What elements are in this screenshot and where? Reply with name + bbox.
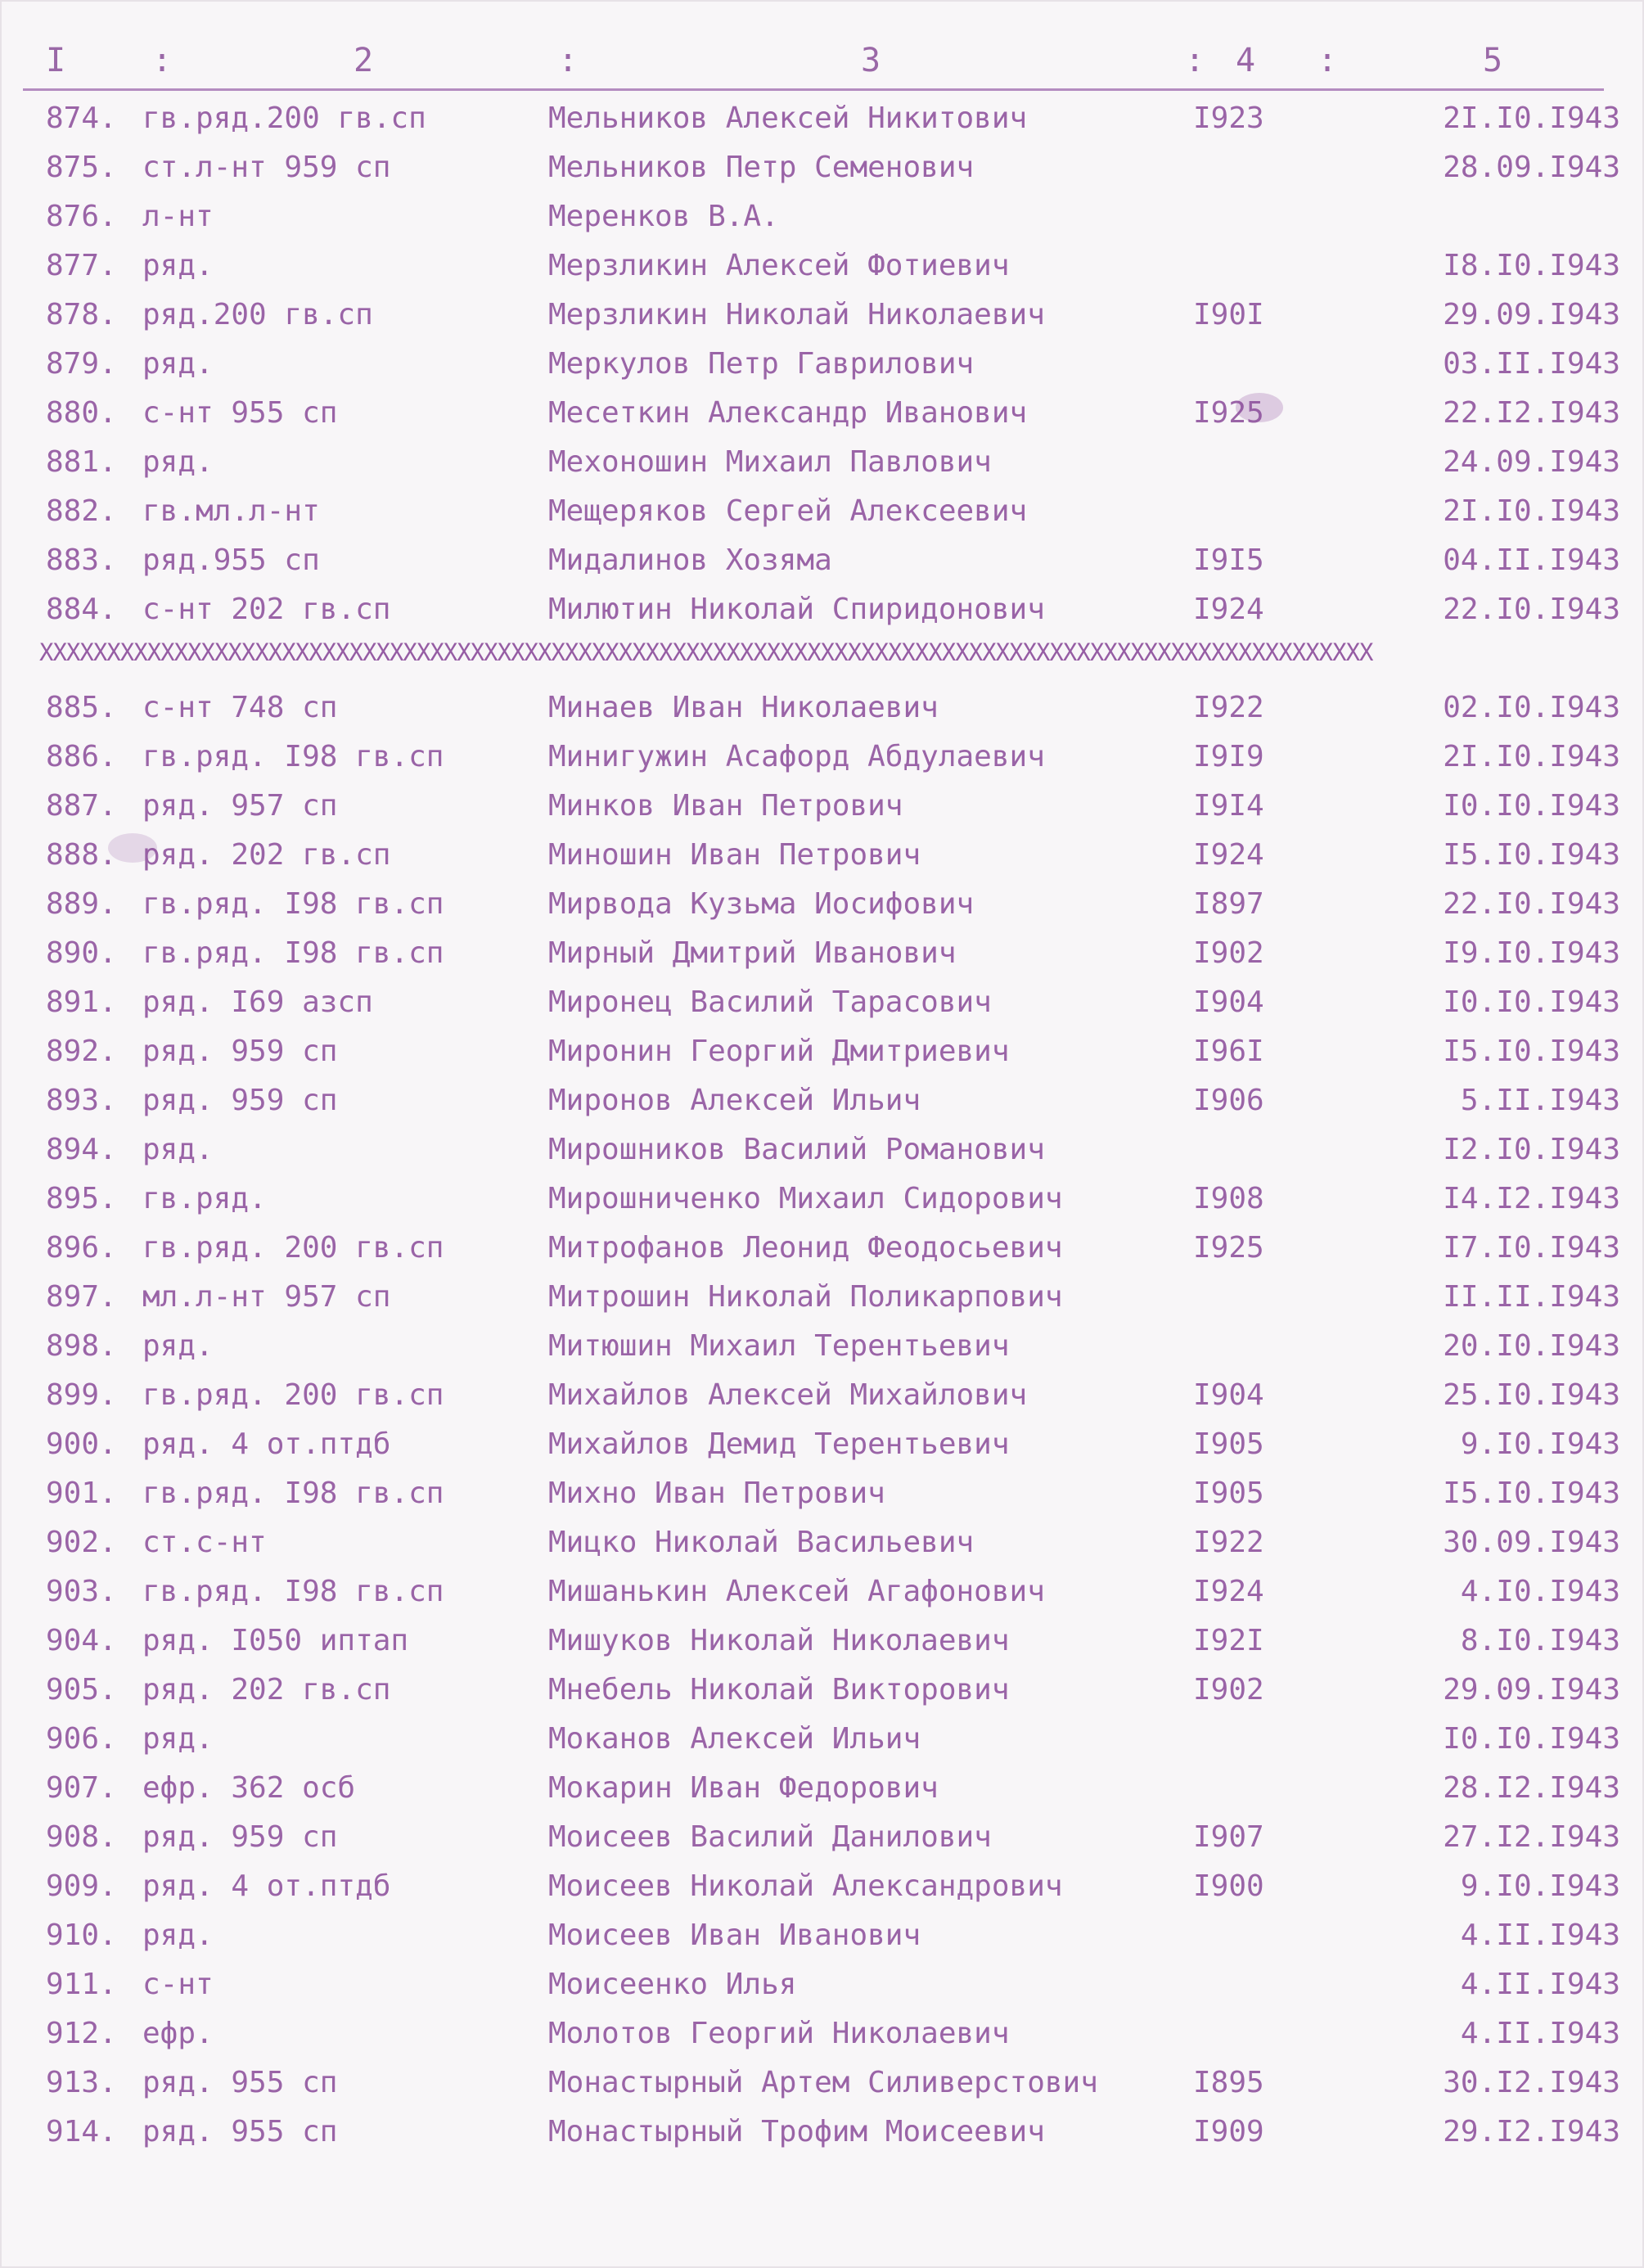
record-birth-year: I9I5 xyxy=(1193,543,1264,577)
record-number: 912. xyxy=(46,2017,117,2050)
record-date: 5.II.I943 xyxy=(1460,1084,1620,1117)
table-row xyxy=(0,340,1644,389)
record-full-name: Моканов Алексей Ильич xyxy=(548,1722,921,1756)
header-sep-2: : xyxy=(558,42,579,79)
record-full-name: Мирвода Кузьма Иосифович xyxy=(548,887,975,921)
table-row xyxy=(0,438,1644,487)
record-number: 898. xyxy=(46,1329,117,1363)
record-date: 20.I0.I943 xyxy=(1443,1329,1620,1363)
record-full-name: Мельников Петр Семенович xyxy=(548,151,975,184)
record-number: 879. xyxy=(46,347,117,381)
record-rank-unit: ряд. 959 сп xyxy=(142,1820,338,1854)
record-birth-year: I907 xyxy=(1193,1820,1264,1854)
table-row xyxy=(0,487,1644,536)
record-full-name: Минигужин Асафорд Абдулаевич xyxy=(548,740,1045,773)
record-number: 892. xyxy=(46,1035,117,1068)
header-sep-1: : xyxy=(152,42,173,79)
record-birth-year: I905 xyxy=(1193,1477,1264,1510)
table-row xyxy=(0,1764,1644,1813)
record-full-name: Милютин Николай Спиридонович xyxy=(548,593,1045,626)
record-date: 03.II.I943 xyxy=(1443,347,1620,381)
record-full-name: Мнебель Николай Викторович xyxy=(548,1673,1010,1707)
table-row xyxy=(0,2058,1644,2108)
record-full-name: Меркулов Петр Гаврилович xyxy=(548,347,975,381)
record-rank-unit: ряд. xyxy=(142,1133,214,1166)
record-rank-unit: ефр. 362 осб xyxy=(142,1771,356,1805)
table-row xyxy=(0,94,1644,143)
record-rank-unit: ряд. xyxy=(142,1722,214,1756)
header-col-4: 4 xyxy=(1236,42,1257,79)
record-full-name: Миронец Василий Тарасович xyxy=(548,985,992,1019)
record-date: 4.II.I943 xyxy=(1460,1919,1620,1952)
record-full-name: Мерзликин Алексей Фотиевич xyxy=(548,249,1010,282)
record-rank-unit: л-нт xyxy=(142,200,214,233)
header-sep-3: : xyxy=(1185,42,1206,79)
table-row xyxy=(0,683,1644,733)
record-number: 889. xyxy=(46,887,117,921)
table-row xyxy=(0,1469,1644,1518)
record-birth-year: I924 xyxy=(1193,1575,1264,1608)
record-full-name: Моисеев Иван Иванович xyxy=(548,1919,921,1952)
record-number: 883. xyxy=(46,543,117,577)
table-row xyxy=(0,585,1644,634)
record-birth-year: I90I xyxy=(1193,298,1264,331)
record-number: 881. xyxy=(46,445,117,479)
record-date: 4.I0.I943 xyxy=(1460,1575,1620,1608)
record-rank-unit: гв.ряд. I98 гв.сп xyxy=(142,1477,444,1510)
record-number: 894. xyxy=(46,1133,117,1166)
record-rank-unit: ряд.955 сп xyxy=(142,543,320,577)
record-full-name: Моисеенко Илья xyxy=(548,1968,797,2001)
record-date: 22.I2.I943 xyxy=(1443,396,1620,430)
record-rank-unit: ряд.200 гв.сп xyxy=(142,298,373,331)
table-row xyxy=(0,1616,1644,1666)
table-row xyxy=(0,880,1644,929)
record-full-name: Мехоношин Михаил Павлович xyxy=(548,445,992,479)
record-full-name: Мещеряков Сергей Алексеевич xyxy=(548,494,1028,528)
record-birth-year: I908 xyxy=(1193,1182,1264,1215)
record-birth-year: I922 xyxy=(1193,1526,1264,1559)
record-date: I8.I0.I943 xyxy=(1443,249,1620,282)
table-row xyxy=(0,1027,1644,1076)
table-row xyxy=(0,1518,1644,1567)
record-date: I0.I0.I943 xyxy=(1443,789,1620,823)
record-birth-year: I9I4 xyxy=(1193,789,1264,823)
record-rank-unit: ряд. 4 от.птдб xyxy=(142,1427,391,1461)
record-date: II.II.I943 xyxy=(1443,1280,1620,1314)
record-date: 30.09.I943 xyxy=(1443,1526,1620,1559)
record-full-name: Монастырный Артем Силиверстович xyxy=(548,2066,1098,2099)
record-birth-year: I904 xyxy=(1193,1378,1264,1412)
record-number: 890. xyxy=(46,936,117,970)
table-row xyxy=(0,1224,1644,1273)
record-date: 22.I0.I943 xyxy=(1443,593,1620,626)
record-number: 874. xyxy=(46,101,117,135)
record-full-name: Мирный Дмитрий Иванович xyxy=(548,936,957,970)
table-row xyxy=(0,536,1644,585)
record-rank-unit: ряд. 955 сп xyxy=(142,2066,338,2099)
record-date: 29.I2.I943 xyxy=(1443,2115,1620,2149)
record-rank-unit: ряд. 957 сп xyxy=(142,789,338,823)
table-row xyxy=(0,1862,1644,1911)
record-rank-unit: ряд. xyxy=(142,1919,214,1952)
record-full-name: Мерзликин Николай Николаевич xyxy=(548,298,1045,331)
record-birth-year: I96I xyxy=(1193,1035,1264,1068)
table-row xyxy=(0,192,1644,241)
record-number: 887. xyxy=(46,789,117,823)
record-number: 891. xyxy=(46,985,117,1019)
record-number: 907. xyxy=(46,1771,117,1805)
record-full-name: Молотов Георгий Николаевич xyxy=(548,2017,1010,2050)
record-number: 877. xyxy=(46,249,117,282)
table-row xyxy=(0,1076,1644,1125)
record-number: 909. xyxy=(46,1869,117,1903)
table-row xyxy=(0,929,1644,978)
table-row xyxy=(0,1371,1644,1420)
record-rank-unit: ст.с-нт xyxy=(142,1526,267,1559)
record-rank-unit: с-нт 748 сп xyxy=(142,691,338,724)
record-date: 2I.I0.I943 xyxy=(1443,740,1620,773)
record-number: 906. xyxy=(46,1722,117,1756)
table-row xyxy=(0,1666,1644,1715)
record-birth-year: I906 xyxy=(1193,1084,1264,1117)
record-birth-year: I925 xyxy=(1193,1231,1264,1265)
table-row xyxy=(0,2108,1644,2157)
record-full-name: Михайлов Алексей Михайлович xyxy=(548,1378,1028,1412)
record-number: 876. xyxy=(46,200,117,233)
record-birth-year: I897 xyxy=(1193,887,1264,921)
record-number: 897. xyxy=(46,1280,117,1314)
record-rank-unit: ряд. 955 сп xyxy=(142,2115,338,2149)
table-row xyxy=(0,1813,1644,1862)
table-row xyxy=(0,1567,1644,1616)
record-full-name: Михайлов Демид Терентьевич xyxy=(548,1427,1010,1461)
record-full-name: Мирошников Василий Романович xyxy=(548,1133,1045,1166)
record-date: 02.I0.I943 xyxy=(1443,691,1620,724)
record-rank-unit: гв.мл.л-нт xyxy=(142,494,320,528)
table-row xyxy=(0,1322,1644,1371)
record-date: I9.I0.I943 xyxy=(1443,936,1620,970)
record-rank-unit: мл.л-нт 957 сп xyxy=(142,1280,391,1314)
record-rank-unit: ряд. I69 азсп xyxy=(142,985,373,1019)
record-number: 886. xyxy=(46,740,117,773)
record-full-name: Мокарин Иван Федорович xyxy=(548,1771,939,1805)
record-rank-unit: гв.ряд. I98 гв.сп xyxy=(142,1575,444,1608)
record-date: 2I.I0.I943 xyxy=(1443,101,1620,135)
records-list xyxy=(0,94,1644,2206)
header-rule xyxy=(23,88,1604,91)
table-row xyxy=(0,2009,1644,2058)
record-number: 895. xyxy=(46,1182,117,1215)
record-date: I0.I0.I943 xyxy=(1443,1722,1620,1756)
record-full-name: Митюшин Михаил Терентьевич xyxy=(548,1329,1010,1363)
record-rank-unit: гв.ряд. xyxy=(142,1182,267,1215)
record-number: 899. xyxy=(46,1378,117,1412)
record-rank-unit: гв.ряд. 200 гв.сп xyxy=(142,1231,444,1265)
record-rank-unit: ст.л-нт 959 сп xyxy=(142,151,391,184)
record-birth-year: I922 xyxy=(1193,691,1264,724)
header-col-1: I xyxy=(46,42,67,79)
record-rank-unit: с-нт 955 сп xyxy=(142,396,338,430)
record-date: 29.09.I943 xyxy=(1443,1673,1620,1707)
record-date: 28.I2.I943 xyxy=(1443,1771,1620,1805)
record-number: 885. xyxy=(46,691,117,724)
record-full-name: Минаев Иван Николаевич xyxy=(548,691,939,724)
record-rank-unit: ряд. xyxy=(142,347,214,381)
record-number: 910. xyxy=(46,1919,117,1952)
record-date: 04.II.I943 xyxy=(1443,543,1620,577)
record-date: I0.I0.I943 xyxy=(1443,985,1620,1019)
record-rank-unit: ефр. xyxy=(142,2017,214,2050)
record-full-name: Монастырный Трофим Моисеевич xyxy=(548,2115,1045,2149)
record-date: 29.09.I943 xyxy=(1443,298,1620,331)
record-rank-unit: ряд. 959 сп xyxy=(142,1084,338,1117)
record-birth-year: I904 xyxy=(1193,985,1264,1019)
record-full-name: Мишанькин Алексей Агафонович xyxy=(548,1575,1045,1608)
record-date: 8.I0.I943 xyxy=(1460,1624,1620,1657)
record-birth-year: I905 xyxy=(1193,1427,1264,1461)
record-rank-unit: гв.ряд. I98 гв.сп xyxy=(142,740,444,773)
record-rank-unit: ряд. xyxy=(142,445,214,479)
record-number: 901. xyxy=(46,1477,117,1510)
record-birth-year: I9I9 xyxy=(1193,740,1264,773)
record-full-name: Мирошниченко Михаил Сидорович xyxy=(548,1182,1063,1215)
record-number: 900. xyxy=(46,1427,117,1461)
record-full-name: Миношин Иван Петрович xyxy=(548,838,921,872)
record-date: I5.I0.I943 xyxy=(1443,838,1620,872)
record-rank-unit: с-нт xyxy=(142,1968,214,2001)
record-date: 27.I2.I943 xyxy=(1443,1820,1620,1854)
record-full-name: Мельников Алексей Никитович xyxy=(548,101,1028,135)
record-full-name: Моисеев Василий Данилович xyxy=(548,1820,992,1854)
record-date: 22.I0.I943 xyxy=(1443,887,1620,921)
record-number: 902. xyxy=(46,1526,117,1559)
header-sep-4: : xyxy=(1317,42,1339,79)
record-date: 30.I2.I943 xyxy=(1443,2066,1620,2099)
table-row xyxy=(0,1273,1644,1322)
record-full-name: Моисеев Николай Александрович xyxy=(548,1869,1063,1903)
record-number: 882. xyxy=(46,494,117,528)
table-row xyxy=(0,389,1644,438)
record-full-name: Месеткин Александр Иванович xyxy=(548,396,1028,430)
record-date: I5.I0.I943 xyxy=(1443,1035,1620,1068)
record-full-name: Миронов Алексей Ильич xyxy=(548,1084,921,1117)
record-birth-year: I924 xyxy=(1193,593,1264,626)
table-row xyxy=(0,733,1644,782)
record-rank-unit: гв.ряд. I98 гв.сп xyxy=(142,887,444,921)
record-rank-unit: гв.ряд. 200 гв.сп xyxy=(142,1378,444,1412)
record-rank-unit: ряд. I050 иптап xyxy=(142,1624,409,1657)
record-birth-year: I924 xyxy=(1193,838,1264,872)
record-full-name: Митрофанов Леонид Феодосьевич xyxy=(548,1231,1063,1265)
record-number: 875. xyxy=(46,151,117,184)
record-rank-unit: ряд. 4 от.птдб xyxy=(142,1869,391,1903)
record-date: 24.09.I943 xyxy=(1443,445,1620,479)
record-full-name: Меренков В.А. xyxy=(548,200,779,233)
record-birth-year: I902 xyxy=(1193,936,1264,970)
record-date: 4.II.I943 xyxy=(1460,1968,1620,2001)
record-full-name: Митрошин Николай Поликарпович xyxy=(548,1280,1063,1314)
table-row xyxy=(0,1715,1644,1764)
record-full-name: Минков Иван Петрович xyxy=(548,789,903,823)
record-rank-unit: ряд. xyxy=(142,1329,214,1363)
record-date: 4.II.I943 xyxy=(1460,2017,1620,2050)
record-number: 896. xyxy=(46,1231,117,1265)
table-row xyxy=(0,782,1644,831)
record-full-name: Мидалинов Хозяма xyxy=(548,543,832,577)
record-rank-unit: ряд. xyxy=(142,249,214,282)
record-number: 893. xyxy=(46,1084,117,1117)
column-header xyxy=(0,36,1644,85)
record-number: 914. xyxy=(46,2115,117,2149)
table-row xyxy=(0,1420,1644,1469)
record-birth-year: I909 xyxy=(1193,2115,1264,2149)
record-number: 911. xyxy=(46,1968,117,2001)
record-date: 9.I0.I943 xyxy=(1460,1427,1620,1461)
record-date: I4.I2.I943 xyxy=(1443,1182,1620,1215)
record-date: I5.I0.I943 xyxy=(1443,1477,1620,1510)
record-rank-unit: гв.ряд. I98 гв.сп xyxy=(142,936,444,970)
record-number: 880. xyxy=(46,396,117,430)
record-number: 913. xyxy=(46,2066,117,2099)
header-col-2: 2 xyxy=(354,42,375,79)
record-date: 28.09.I943 xyxy=(1443,151,1620,184)
record-date: 2I.I0.I943 xyxy=(1443,494,1620,528)
record-full-name: Мицко Николай Васильевич xyxy=(548,1526,975,1559)
struck-out-line: XXXXXXXXXXXXXXXXXXXXXXXXXXXXXXXXXXXXXXXXXXXXXXXXXXXXXXXXXXXXXXXXXXXXXXXXXXXXXXXXXXXXXXXXXXXXXXXXXXX xyxy=(39,638,1373,666)
table-row xyxy=(0,291,1644,340)
record-rank-unit: ряд. 202 гв.сп xyxy=(142,1673,391,1707)
record-rank-unit: гв.ряд.200 гв.сп xyxy=(142,101,426,135)
record-number: 878. xyxy=(46,298,117,331)
record-full-name: Миронин Георгий Дмитриевич xyxy=(548,1035,1010,1068)
record-rank-unit: с-нт 202 гв.сп xyxy=(142,593,391,626)
table-row xyxy=(0,1175,1644,1224)
record-number: 904. xyxy=(46,1624,117,1657)
table-row xyxy=(0,978,1644,1027)
record-number: 908. xyxy=(46,1820,117,1854)
table-row xyxy=(0,1125,1644,1175)
record-number: 903. xyxy=(46,1575,117,1608)
record-birth-year: I923 xyxy=(1193,101,1264,135)
table-row xyxy=(0,241,1644,291)
table-row xyxy=(0,143,1644,192)
header-col-5: 5 xyxy=(1483,42,1504,79)
record-birth-year: I902 xyxy=(1193,1673,1264,1707)
table-row xyxy=(0,1960,1644,2009)
record-date: I7.I0.I943 xyxy=(1443,1231,1620,1265)
record-date: 25.I0.I943 xyxy=(1443,1378,1620,1412)
record-birth-year: I92I xyxy=(1193,1624,1264,1657)
header-col-3: 3 xyxy=(861,42,882,79)
record-birth-year: I895 xyxy=(1193,2066,1264,2099)
record-date: I2.I0.I943 xyxy=(1443,1133,1620,1166)
record-number: 905. xyxy=(46,1673,117,1707)
record-number: 888. xyxy=(46,838,117,872)
record-date: 9.I0.I943 xyxy=(1460,1869,1620,1903)
record-birth-year: I925 xyxy=(1193,396,1264,430)
table-row xyxy=(0,1911,1644,1960)
record-full-name: Мишуков Николай Николаевич xyxy=(548,1624,1010,1657)
record-birth-year: I900 xyxy=(1193,1869,1264,1903)
record-number: 884. xyxy=(46,593,117,626)
record-full-name: Михно Иван Петрович xyxy=(548,1477,885,1510)
table-row xyxy=(0,831,1644,880)
record-rank-unit: ряд. 202 гв.сп xyxy=(142,838,391,872)
record-rank-unit: ряд. 959 сп xyxy=(142,1035,338,1068)
